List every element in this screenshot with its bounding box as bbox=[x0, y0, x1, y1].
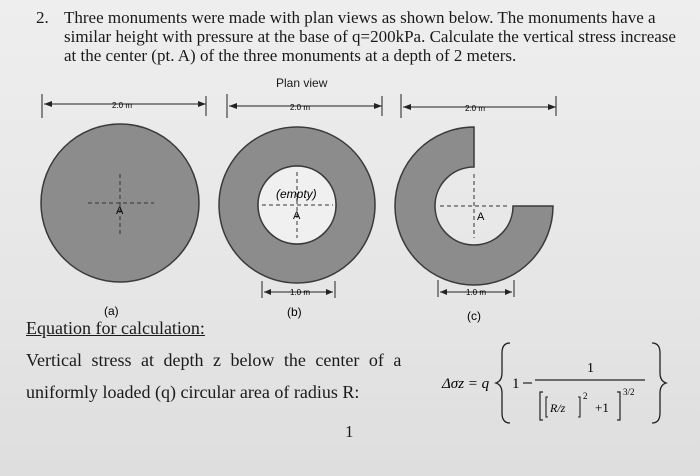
equation-title: Equation for calculation: bbox=[26, 318, 205, 338]
outer-exponent: 3/2 bbox=[623, 387, 635, 397]
left-brace bbox=[496, 343, 510, 423]
outer-bracket-left bbox=[540, 392, 543, 420]
question-text: Three monuments were made with plan views as shown below. The monuments have a similar height with pressure at the base of q=200kPa. Calculate the vertical stress increase at the center (pt. A) of the three monuments at a depth of 2 meters. bbox=[64, 8, 676, 65]
caption-b: (b) bbox=[287, 305, 302, 319]
question-number: 2. bbox=[36, 8, 49, 27]
plus-one: +1 bbox=[595, 400, 609, 415]
formula-lhs: Δσz = q bbox=[442, 376, 490, 392]
page-number: 1 bbox=[345, 422, 354, 441]
caption-a: (a) bbox=[104, 304, 119, 318]
outer-bracket-right bbox=[617, 392, 620, 420]
dim-inner-label-b: 1.0 m bbox=[290, 288, 311, 297]
empty-label: (empty) bbox=[276, 187, 317, 201]
dim-label-b: 2.0 m bbox=[290, 103, 311, 112]
figure-title: Plan view bbox=[276, 76, 328, 90]
ratio-exponent: 2 bbox=[583, 391, 588, 401]
point-a-label-a: A bbox=[116, 205, 124, 217]
dim-label-a: 2.0 m bbox=[112, 101, 133, 110]
monument-c-centerlines bbox=[440, 174, 510, 238]
fraction-numerator: 1 bbox=[587, 361, 594, 376]
inner-paren-right bbox=[578, 397, 580, 417]
equation-description-line2: uniformly loaded (q) circular area of radius R: bbox=[26, 382, 360, 402]
ratio-text: R/z bbox=[550, 401, 566, 415]
inner-paren-left bbox=[546, 397, 548, 417]
caption-c: (c) bbox=[467, 309, 481, 323]
stress-formula bbox=[440, 335, 690, 430]
dim-label-c: 2.0 m bbox=[465, 104, 486, 113]
point-a-label-b: A bbox=[293, 210, 301, 222]
equation-description-line1: Vertical stress at depth z below the center of a bbox=[26, 350, 402, 370]
point-a-label-c: A bbox=[477, 211, 485, 223]
right-brace bbox=[652, 343, 666, 423]
formula-one: 1 bbox=[512, 376, 520, 392]
dim-inner-label-c: 1.0 m bbox=[466, 288, 487, 297]
